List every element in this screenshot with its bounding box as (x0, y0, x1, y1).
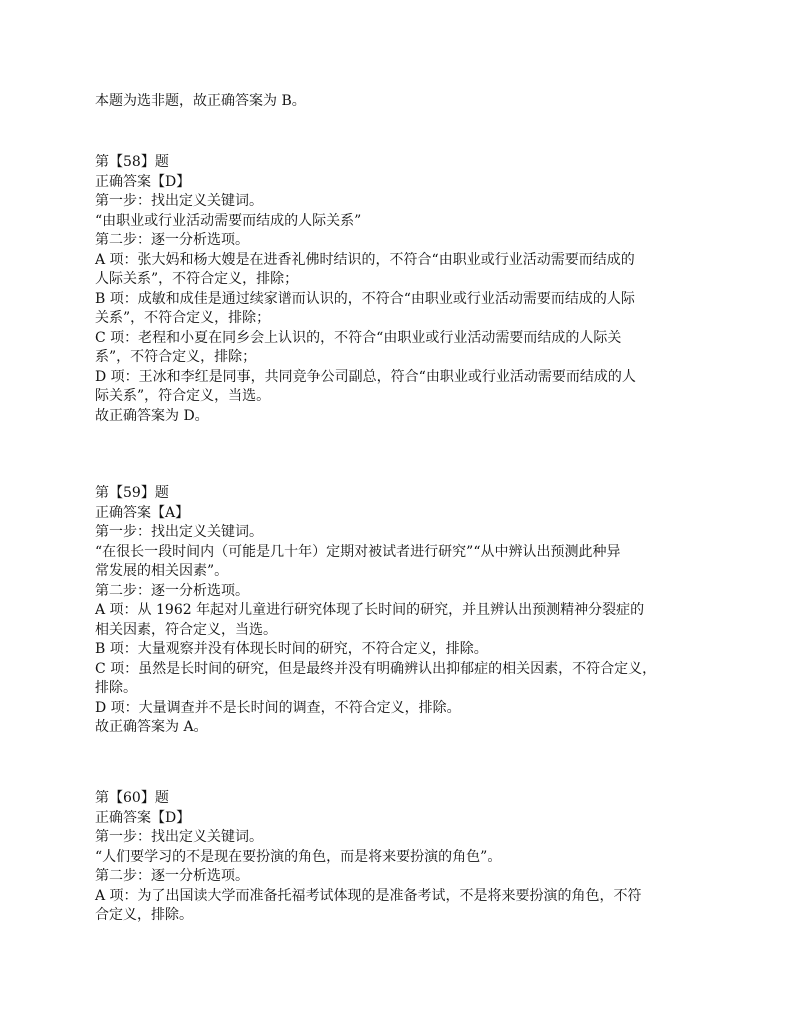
intro-section (95, 92, 725, 112)
explanation-line: 常发展的相关因素”。 (95, 563, 229, 579)
explanation-line: 第二步：逐一分析选项。 (95, 582, 249, 599)
question-58 (95, 153, 725, 426)
explanation-line: “由职业或行业活动需要而结成的人际关系” (95, 212, 362, 229)
explanation-line: 故正确答案为 D。 (95, 407, 209, 424)
explanation-line: C 项：老程和小夏在同乡会上认识的，不符合“由职业或行业活动需要而结成的人际关 (95, 329, 622, 346)
explanation-line: “人们要学习的不是现在要扮演的角色，而是将来要扮演的角色”。 (95, 848, 502, 865)
explanation-line: A 项：张大妈和杨大嫂是在进香礼佛时结识的，不符合“由职业或行业活动需要而结成的 (95, 251, 635, 268)
explanation-line: B 项：大量观察并没有体现长时间的研究，不符合定义，排除。 (95, 641, 488, 657)
explanation-line: A 项：从 1962 年起对儿童进行研究体现了长时间的研究，并且辨认出预测精神分裂症的 (95, 602, 645, 618)
explanation-line: A 项：为了出国读大学而准备托福考试体现的是准备考试，不是将来要扮演的角色，不符 (95, 887, 642, 904)
explanation-line: 系”，不符合定义，排除； (95, 349, 257, 365)
explanation-line: 关系”，不符合定义，排除； (95, 310, 271, 326)
question-59 (95, 484, 725, 738)
correct-answer: 正确答案【A】 (95, 504, 190, 521)
explanation-line: 际关系”，符合定义，当选。 (95, 388, 271, 404)
question-title: 第【60】题 (95, 790, 169, 806)
explanation-line: 相关因素，符合定义，当选。 (95, 621, 277, 638)
question-title: 第【59】题 (95, 485, 169, 501)
explanation-line: C 项：虽然是长时间的研究，但是最终并没有明确辨认出抑郁症的相关因素，不符合定义， (95, 660, 657, 677)
explanation-line: 第二步：逐一分析选项。 (95, 232, 249, 248)
explanation-line: 排除。 (95, 680, 137, 696)
explanation-line: 故正确答案为 A。 (95, 719, 208, 735)
correct-answer: 正确答案【D】 (95, 173, 191, 190)
explanation-line: 合定义，排除。 (95, 907, 193, 923)
explanation-line: “在很长一段时间内（可能是几十年）定期对被试者进行研究”“从中辨认出预测此种异 (95, 543, 621, 560)
explanation-line: B 项：成敏和成佳是通过续家谱而认识的，不符合“由职业或行业活动需要而结成的人际 (95, 290, 635, 307)
explanation-line: 第二步：逐一分析选项。 (95, 868, 249, 884)
explanation-line: 第一步：找出定义关键词。 (95, 829, 263, 845)
explanation-line: 第一步：找出定义关键词。 (95, 193, 263, 209)
question-title: 第【58】题 (95, 154, 169, 170)
question-60 (95, 789, 725, 926)
explanation-line: D 项：王冰和李红是同事，共同竞争公司副总，符合“由职业或行业活动需要而结成的人 (95, 368, 636, 385)
correct-answer: 正确答案【D】 (95, 809, 191, 826)
explanation-line: D 项：大量调查并不是长时间的调查，不符合定义，排除。 (95, 699, 461, 716)
explanation-line: 第一步：找出定义关键词。 (95, 524, 263, 540)
explanation-line: 人际关系”，不符合定义，排除； (95, 271, 299, 287)
intro-line: 本题为选非题，故正确答案为 B。 (95, 93, 306, 109)
